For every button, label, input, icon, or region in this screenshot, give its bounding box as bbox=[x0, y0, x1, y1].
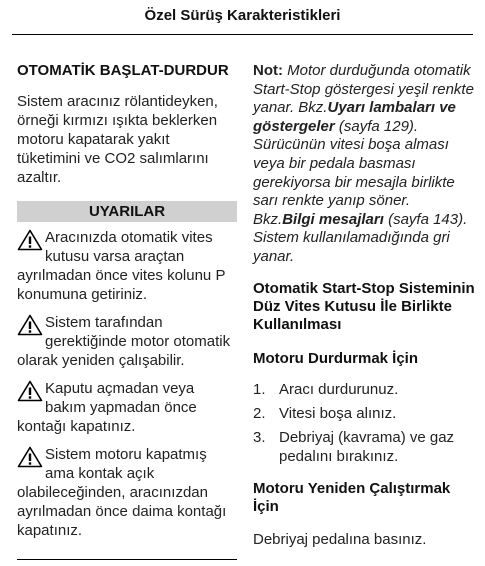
warning-item bbox=[17, 445, 237, 540]
subheading-restart-engine: Motoru Yeniden Çalıştırmak İçin bbox=[253, 479, 451, 515]
note-paragraph bbox=[253, 62, 475, 267]
note-text: Motor durduğunda otomatik Start-Stop göstergesi yeşil renkte yanar. Bkz. bbox=[253, 62, 474, 117]
step-number: 2. bbox=[253, 404, 266, 422]
step-number: 1. bbox=[253, 380, 266, 398]
warning-item bbox=[17, 228, 237, 304]
restart-instruction: Debriyaj pedalına basınız. bbox=[253, 530, 427, 548]
warning-triangle-icon bbox=[17, 229, 43, 251]
warning-triangle-icon bbox=[17, 380, 43, 402]
page-header: Özel Sürüş Karakteristikleri bbox=[144, 7, 341, 24]
right-column bbox=[253, 62, 475, 549]
note-reference-link[interactable]: Uyarı lambaları ve göstergeler bbox=[253, 99, 456, 135]
warning-text: Sistem motoru kapatmış ama kontak açık olabileceğinden, aracınızdan ayrılmadan önce daima kontağı kapatınız. bbox=[17, 446, 227, 539]
warning-text: Sistem tarafından gerektiğinde motor otomatik olarak yeniden çalışabilir. bbox=[17, 314, 231, 369]
left-column bbox=[17, 62, 237, 540]
list-item bbox=[253, 428, 475, 466]
warning-triangle-icon bbox=[17, 314, 43, 336]
note-text: (sayfa 129). Sürücünün vitesi boşa alması veya bir pedala basması gerekiyorsa bir mesajla birlikte sarı renkte yanıp söner. Bkz. bbox=[253, 117, 455, 228]
warning-triangle-icon bbox=[17, 446, 43, 468]
header-divider bbox=[12, 34, 473, 35]
step-text: Aracı durdurunuz. bbox=[279, 380, 399, 398]
subheading-stop-engine: Motoru Durdurmak İçin bbox=[253, 349, 419, 367]
list-item bbox=[253, 404, 475, 423]
list-item bbox=[253, 380, 475, 399]
step-number: 3. bbox=[253, 428, 266, 446]
note-label: Not: bbox=[253, 62, 283, 79]
warning-text: Kaputu açmadan veya bakım yapmadan önce kontağı kapatınız. bbox=[17, 380, 197, 435]
warning-item bbox=[17, 379, 237, 436]
intro-paragraph: Sistem aracınız rölantideyken, örneği kırmızı ışıkta beklerken motoru kapatarak yakıt tüketimini ve CO2 salımlarını azaltır. bbox=[17, 93, 218, 186]
stop-steps-list bbox=[253, 380, 475, 466]
warning-item bbox=[17, 313, 237, 370]
warnings-end-divider bbox=[17, 559, 237, 560]
section-title-manual-gearbox: Otomatik Start-Stop Sisteminin Düz Vites Kutusu İle Birlikte Kullanılması bbox=[253, 279, 475, 333]
section-title-auto-start-stop: OTOMATİK BAŞLAT-DURDUR bbox=[17, 62, 229, 79]
note-reference-link[interactable]: Bilgi mesajları bbox=[282, 210, 384, 228]
note-text: (sayfa 143). Sistem kullanılamadığında gri yanar. bbox=[253, 210, 468, 265]
warning-text: Aracınızda otomatik vites kutusu varsa araçtan ayrılmadan önce vites kolunu P konumuna getiriniz. bbox=[17, 229, 226, 303]
step-text: Debriyaj (kavrama) ve gaz pedalını bırakınız. bbox=[279, 428, 455, 465]
warnings-heading: UYARILAR bbox=[17, 201, 237, 222]
step-text: Vitesi boşa alınız. bbox=[279, 404, 397, 422]
